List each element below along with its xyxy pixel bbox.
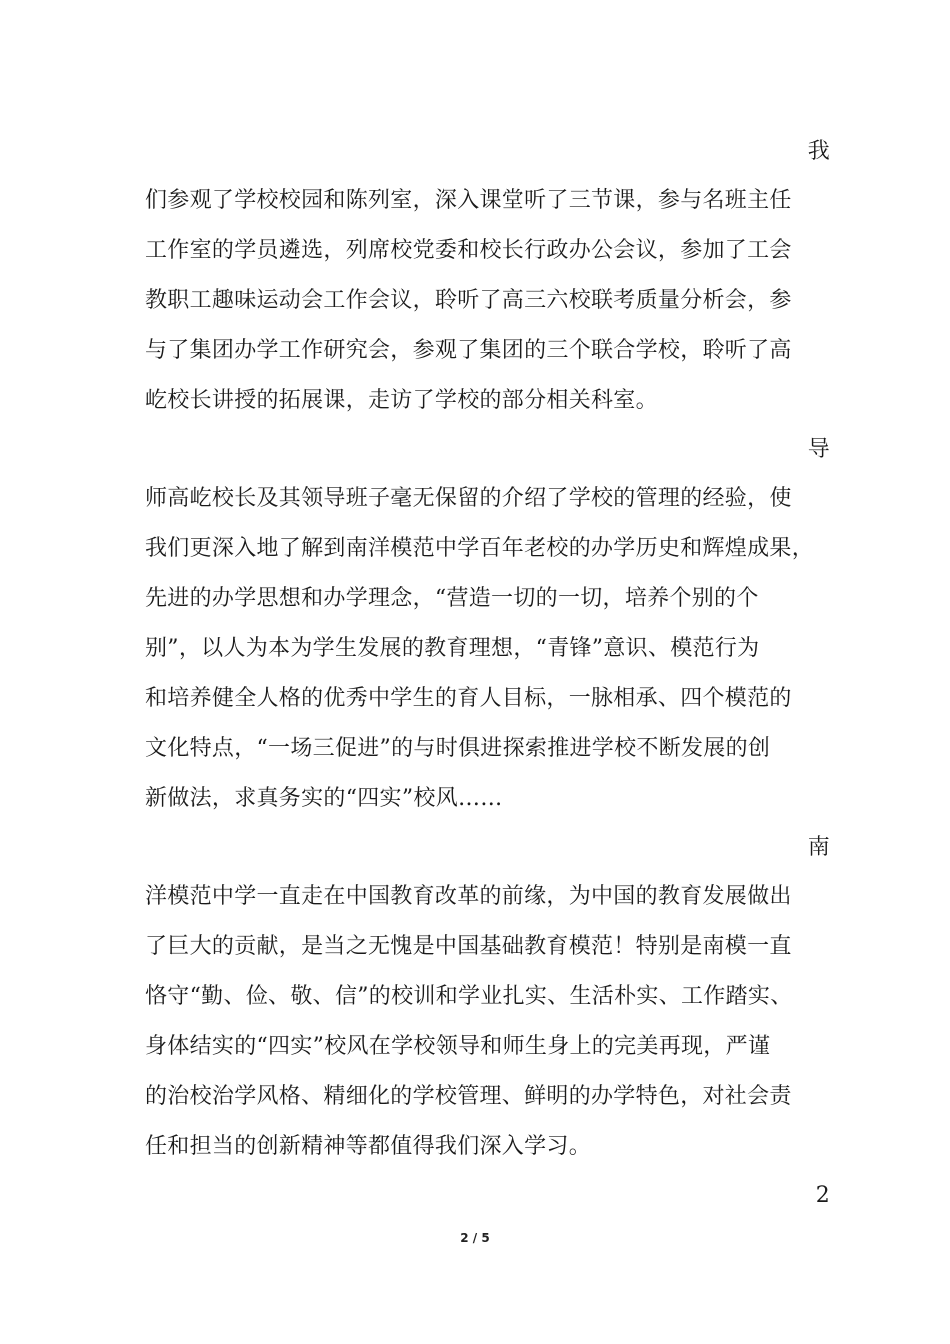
paragraph-2-line-6: 文化特点，“一场三促进”的与时俱进探索推进学校不断发展的创 [145, 736, 771, 761]
paragraph-3-line-4: 身体结实的“四实”校风在学校领导和师生身上的完美再现，严谨 [145, 1034, 771, 1059]
paragraph-2-first-char: 导 [807, 437, 830, 462]
paragraph-2-line-3: 先进的办学思想和办学理念，“营造一切的一切，培养个别的个 [145, 586, 759, 611]
paragraph-3-line-3: 恪守“勤、俭、敬、信”的校训和学业扎实、生活朴实、工作踏实、 [145, 984, 793, 1009]
paragraph-3-first-char: 南 [807, 835, 830, 860]
paragraph-2-line-5: 和培养健全人格的优秀中学生的育人目标，一脉相承、四个模范的 [145, 686, 792, 711]
paragraph-1-line-4: 与了集团办学工作研究会，参观了集团的三个联合学校，聆听了高 [145, 338, 792, 363]
paragraph-1-line-3: 教职工趣味运动会工作会议，聆听了高三六校联考质量分析会，参 [145, 288, 792, 313]
paragraph-3-line-5: 的治校治学风格、精细化的学校管理、鲜明的办学特色，对社会责 [145, 1084, 792, 1109]
paragraph-3-line-1: 洋模范中学一直走在中国教育改革的前缘，为中国的教育发展做出 [145, 884, 792, 909]
paragraph-2-line-1: 师高屹校长及其领导班子毫无保留的介绍了学校的管理的经验，使 [145, 486, 792, 511]
paragraph-2-line-2: 我们更深入地了解到南洋模范中学百年老校的办学历史和辉煌成果， [145, 536, 815, 561]
paragraph-3-line-6: 任和担当的创新精神等都值得我们深入学习。 [145, 1134, 592, 1159]
page-number: 2 / 5 [460, 1231, 490, 1245]
paragraph-2-line-7: 新做法，求真务实的“四实”校风…… [145, 786, 503, 811]
paragraph-3-line-2: 了巨大的贡献，是当之无愧是中国基础教育模范！特别是南模一直 [145, 934, 792, 959]
paragraph-1-line-5: 屹校长讲授的拓展课，走访了学校的部分相关科室。 [145, 388, 658, 413]
paragraph-1-line-1: 们参观了学校校园和陈列室，深入课堂听了三节课，参与名班主任 [145, 188, 792, 213]
paragraph-4-first-char: 2 [815, 1183, 830, 1208]
paragraph-1-line-2: 工作室的学员遴选，列席校党委和校长行政办公会议，参加了工会 [145, 238, 792, 263]
paragraph-1-first-char: 我 [807, 139, 830, 164]
paragraph-2-line-4: 别”，以人为本为学生发展的教育理想，“青锋”意识、模范行为 [145, 636, 760, 661]
